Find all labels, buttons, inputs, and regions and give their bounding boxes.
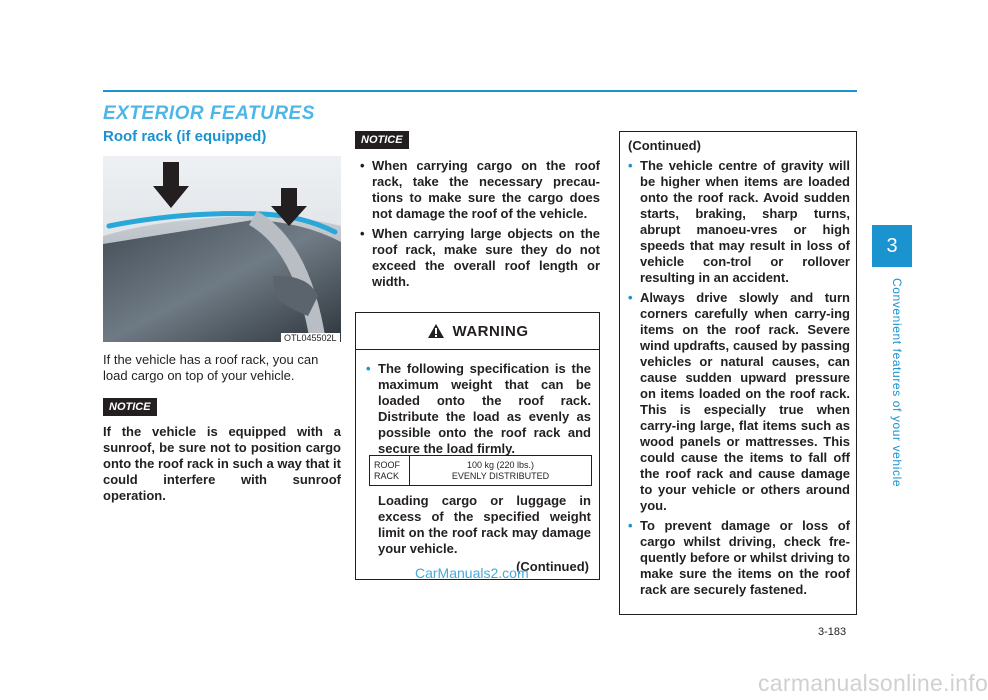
subsection-title: Roof rack (if equipped) <box>103 128 267 145</box>
warning-header <box>356 313 599 349</box>
warning-bullet <box>366 361 591 457</box>
notice-text: If the vehicle is equipped with a sunroof, be sure not to position cargo onto the roof rack in such a way that it could interfere with sunroof operation. <box>103 424 341 503</box>
bullet-icon: • <box>628 290 633 305</box>
list-item <box>355 226 600 290</box>
section-title: EXTERIOR FEATURES <box>103 103 315 124</box>
table-cell: 100 kg (220 lbs.) EVENLY DISTRIBUTED <box>410 456 592 486</box>
notice-badge: NOTICE <box>355 131 409 149</box>
bullet-text: When carrying cargo on the roof rack, take the necessary precau-tions to make sure the cargo does not damage the roof of the vehicle. <box>372 158 600 221</box>
notice-badge: NOTICE <box>103 398 157 416</box>
car-roof-illustration <box>103 156 341 342</box>
spec-table <box>369 455 592 486</box>
header-rule <box>103 90 857 92</box>
warning-text: The following specification is the maximum weight that can be loaded onto the roof rack. Distribute the load as evenly as possible onto the roof rack and secure the load firmly. <box>378 361 591 456</box>
bullet-icon: • <box>360 226 365 241</box>
table-row <box>370 456 592 486</box>
bullet-icon: • <box>628 158 633 173</box>
list-item <box>628 158 850 286</box>
chapter-tab[interactable]: 3 <box>872 225 912 267</box>
warning-label: WARNING <box>452 322 529 340</box>
list-item <box>355 158 600 222</box>
bullet-icon: • <box>628 518 633 533</box>
bullet-text: Always drive slowly and turn corners carefully when carry-ing items on the roof rack. Severe wind updrafts, caused by passing vehicles or natural causes, can cause sudden upward pressure on items loaded on the roof rack. This is especially true when carry-ing large, flat items such as wood panels or mattresses. This could cause the items to fall off the roof rack and cause damage to your vehicle or others around you. <box>640 290 850 513</box>
bullet-icon: • <box>360 158 365 173</box>
bullet-text: When carrying large objects on the roof rack, make sure they do not exceed the overall roof length or width. <box>372 226 600 289</box>
table-cell: ROOF RACK <box>370 456 410 486</box>
bullet-icon: • <box>366 361 371 376</box>
list-item <box>628 290 850 514</box>
figure-code: OTL045502L <box>281 333 340 343</box>
notice-bullet-list <box>355 158 600 294</box>
bullet-text: The vehicle centre of gravity will be higher when items are loaded onto the roof rack. Avoid sudden starts, braking, sharp turns, abrupt manoeu-vres or high speeds that may result in loss of vehicle con-trol or rollover resulting in an accident. <box>640 158 850 285</box>
warning-triangle-icon <box>427 323 445 339</box>
list-item <box>628 518 850 598</box>
continued-label: (Continued) <box>516 559 589 574</box>
roof-rack-photo <box>103 156 341 342</box>
continued-label: (Continued) <box>628 138 701 153</box>
page-number: 3-183 <box>818 626 847 638</box>
warning-box <box>355 312 600 580</box>
bullet-text: To prevent damage or loss of cargo whilst driving, check fre-quently before or whilst driving to make sure the items on the roof rack are securely fastened. <box>640 518 850 597</box>
warning-bullet-list <box>628 158 850 602</box>
intro-paragraph: If the vehicle has a roof rack, you can load cargo on top of your vehicle. <box>103 352 319 383</box>
warning-followup-text: Loading cargo or luggage in excess of the specified weight limit on the roof rack may damage your vehicle. <box>378 493 591 556</box>
chapter-title: Convenient features of your vehicle <box>890 278 904 488</box>
watermark-link[interactable]: CarManuals2.com <box>415 565 529 581</box>
site-watermark: carmanualsonline.info <box>758 670 988 696</box>
continued-warning-box <box>619 131 857 615</box>
divider <box>356 349 599 350</box>
